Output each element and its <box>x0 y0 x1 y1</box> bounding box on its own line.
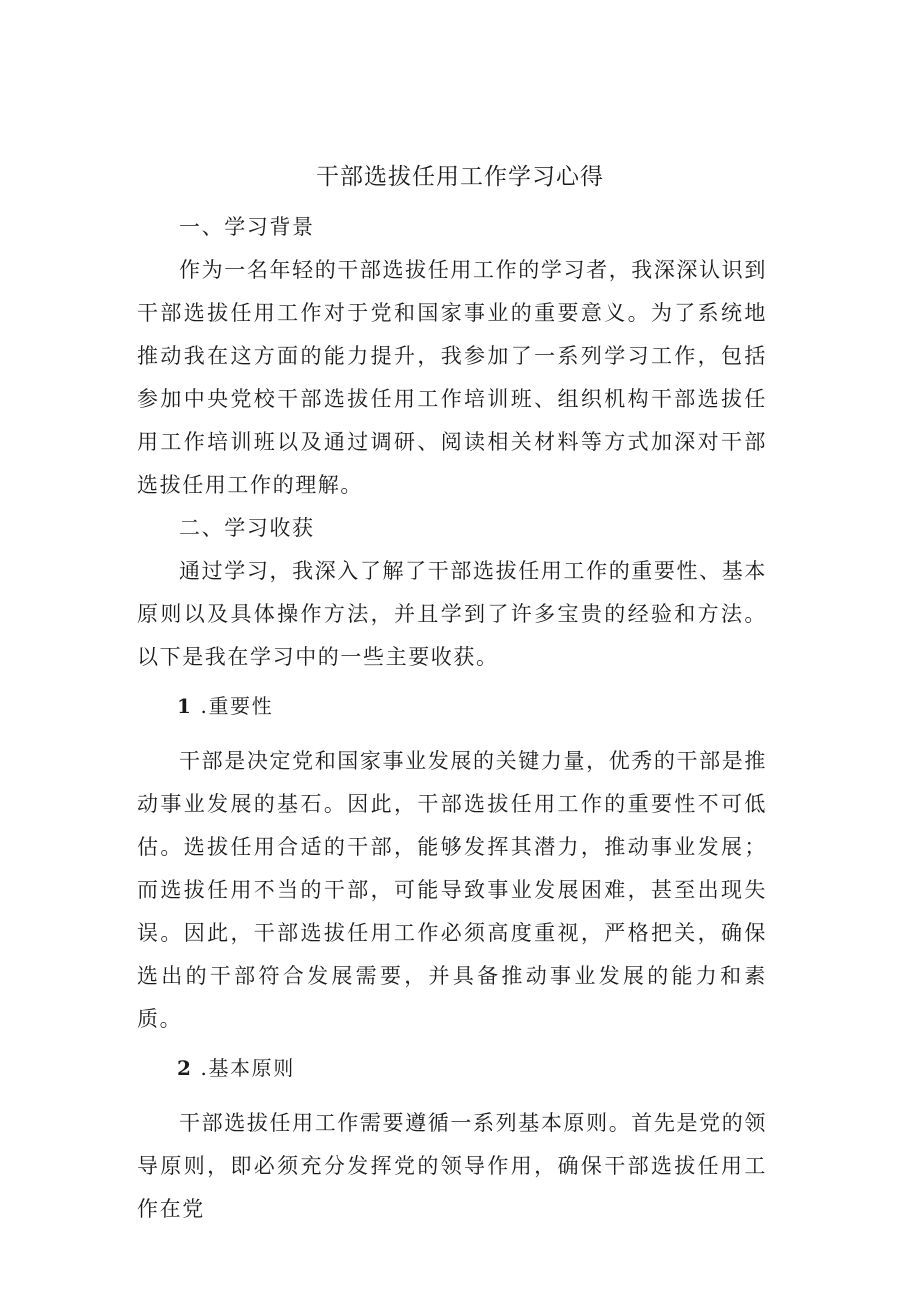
subheading-title: .重要性 <box>200 694 274 718</box>
section-heading-background: 一、学习背景 <box>179 215 315 239</box>
section-heading-gains: 二、学习收获 <box>179 516 315 540</box>
document-title: 干部选拔任用工作学习心得 <box>316 164 604 190</box>
document-body <box>137 206 767 1231</box>
subheading-title: .基本原则 <box>200 1056 295 1080</box>
paragraph-basic-principles: 干部选拔任用工作需要遵循一系列基本原则。首先是党的领导原则，即必须充分发挥党的领导作用，确保干部选拔任用工作在党 <box>137 1111 767 1221</box>
subheading-number: 1 <box>177 694 193 718</box>
paragraph-importance: 干部是决定党和国家事业发展的关键力量，优秀的干部是推动事业发展的基石。因此，干部选拔任用工作的重要性不可低估。选拔任用合适的干部，能够发挥其潜力，推动事业发展；而选拔任用不当的干部，可能导致事业发展困难，甚至出现失误。因此，干部选拔任用工作必须高度重视，严格把关，确保选出的干部符合发展需要，并具备推动事业发展的能力和素质。 <box>137 749 767 1031</box>
paragraph-gains-intro: 通过学习，我深入了解了干部选拔任用工作的重要性、基本原则以及具体操作方法，并且学到了许多宝贵的经验和方法。以下是我在学习中的一些主要收获。 <box>137 559 767 669</box>
paragraph-background: 作为一名年轻的干部选拔任用工作的学习者，我深深认识到干部选拔任用工作对于党和国家事业的重要意义。为了系统地推动我在这方面的能力提升，我参加了一系列学习工作，包括参加中央党校干部选拔任用工作培训班、组织机构干部选拔任用工作培训班以及通过调研、阅读相关材料等方式加深对干部选拔任用工作的理解。 <box>137 258 767 497</box>
subheading-number: 2 <box>177 1056 193 1080</box>
subheading-importance <box>137 685 767 728</box>
subheading-basic-principles <box>137 1047 767 1090</box>
